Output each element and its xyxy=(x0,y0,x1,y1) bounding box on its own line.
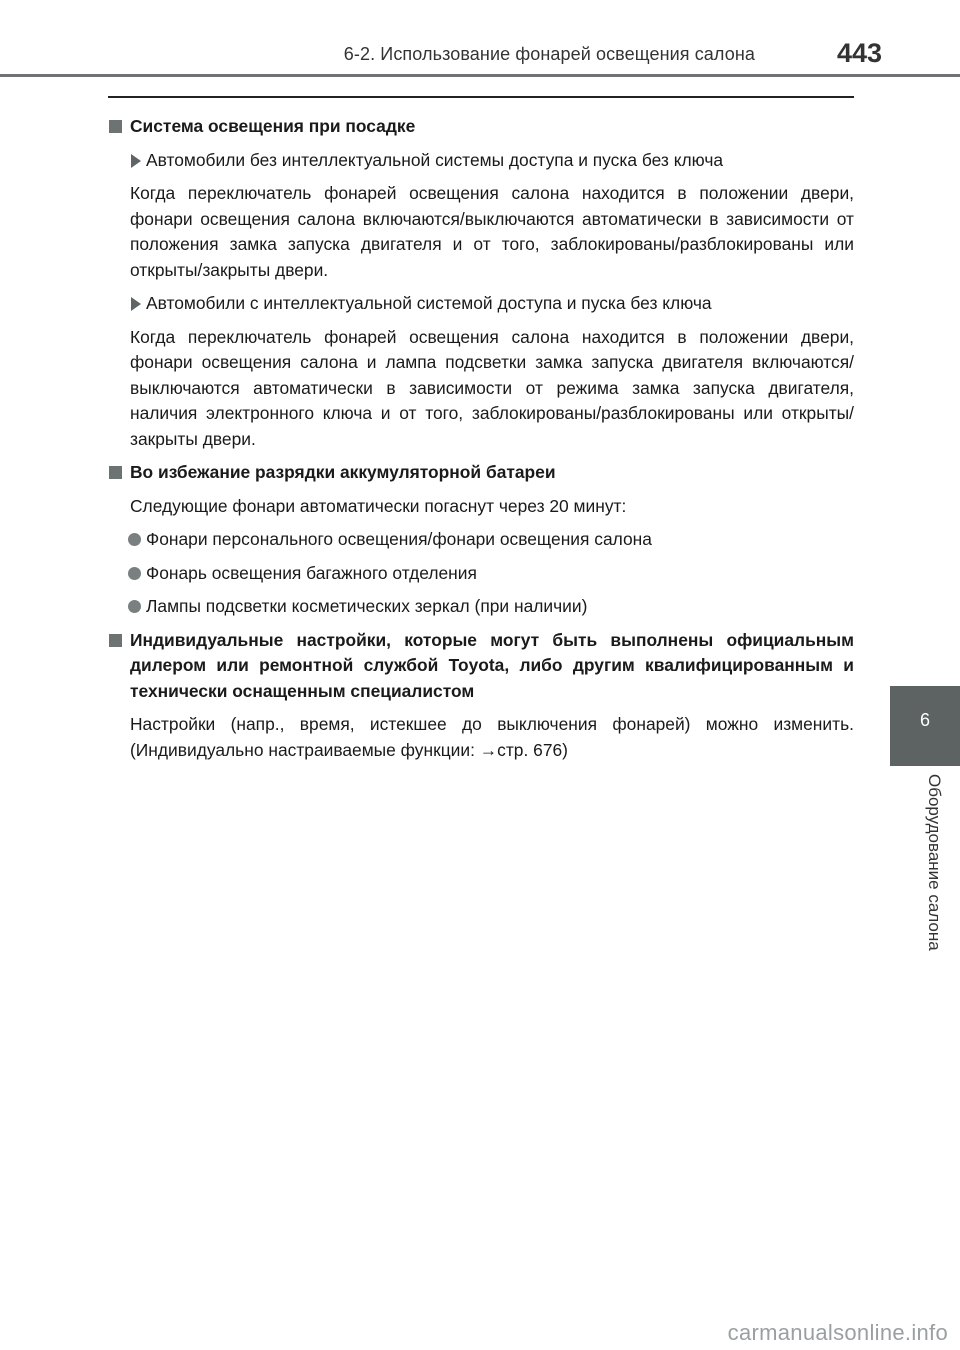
square-bullet-icon xyxy=(109,466,122,479)
page-header xyxy=(0,0,960,72)
section-heading-customization xyxy=(108,628,854,705)
section-rule xyxy=(108,96,854,98)
paragraph: Настройки (напр., время, истекшее до выключения фонарей) можно изменить. (Индивидуально настраиваемые функции: →стр. 676) xyxy=(130,714,854,760)
header-title: 6-2. Использование фонарей освещения салона xyxy=(343,44,755,64)
vehicle-variant-item xyxy=(108,148,854,174)
section-heading-text: Система освещения при посадке xyxy=(130,116,416,136)
vehicle-variant-text: Автомобили без интеллектуальной системы доступа и пуска без ключа xyxy=(146,149,724,170)
watermark: carmanualsonline.info xyxy=(727,1320,948,1345)
vehicle-variant-text: Автомобили с интеллектуальной системой доступа и пуска без ключа xyxy=(146,293,712,313)
section-heading-text: Во избежание разрядки аккумуляторной батареи xyxy=(130,462,556,482)
vehicle-variant-item xyxy=(108,291,854,317)
header-divider xyxy=(0,74,960,77)
chapter-number: 6 xyxy=(919,710,930,730)
paragraph: Когда переключатель фонарей освещения салона находится в положении двери, фонари освещения салона и лампа подсветки замка запуска двигателя включаются/выключаются автоматически в зависимости от режима замка запуска двигателя, наличия электронного ключа и от того, заблокированы/разблокированы или открыты/закрыты двери. xyxy=(130,326,854,449)
circle-bullet-icon xyxy=(128,600,141,613)
triangle-bullet-icon xyxy=(131,154,141,168)
triangle-bullet-icon xyxy=(131,297,141,311)
list-item xyxy=(108,561,854,587)
square-bullet-icon xyxy=(109,120,122,133)
chapter-tab xyxy=(890,686,960,766)
section-heading-entry-lighting xyxy=(108,114,854,140)
list-item xyxy=(108,527,854,553)
list-item-text: Фонари персонального освещения/фонари освещения салона xyxy=(146,529,652,549)
paragraph: Следующие фонари автоматически погаснут через 20 минут: xyxy=(130,495,627,516)
list-item xyxy=(108,594,854,620)
section-heading-text: Индивидуальные настройки, которые могут быть выполнены официальным дилером или ремонтной службой Toyota, либо другим квалифицированным и технически оснащенным специалистом xyxy=(130,629,854,701)
list-item-text: Лампы подсветки косметических зеркал (при наличии) xyxy=(146,596,588,616)
section-heading-battery xyxy=(108,460,854,486)
square-bullet-icon xyxy=(109,634,122,647)
circle-bullet-icon xyxy=(128,533,141,546)
list-item-text: Фонарь освещения багажного отделения xyxy=(146,562,477,583)
paragraph: Когда переключатель фонарей освещения салона находится в положении двери, фонари освещения салона включаются/выключаются автоматически в зависимости от положения замка запуска двигателя и от того, заблокированы/разблокированы или открыты/закрыты двери. xyxy=(130,183,854,280)
page-number: 443 xyxy=(836,38,882,68)
circle-bullet-icon xyxy=(128,567,141,580)
chapter-label: Оборудование салона xyxy=(925,774,944,951)
page-content xyxy=(108,108,854,771)
